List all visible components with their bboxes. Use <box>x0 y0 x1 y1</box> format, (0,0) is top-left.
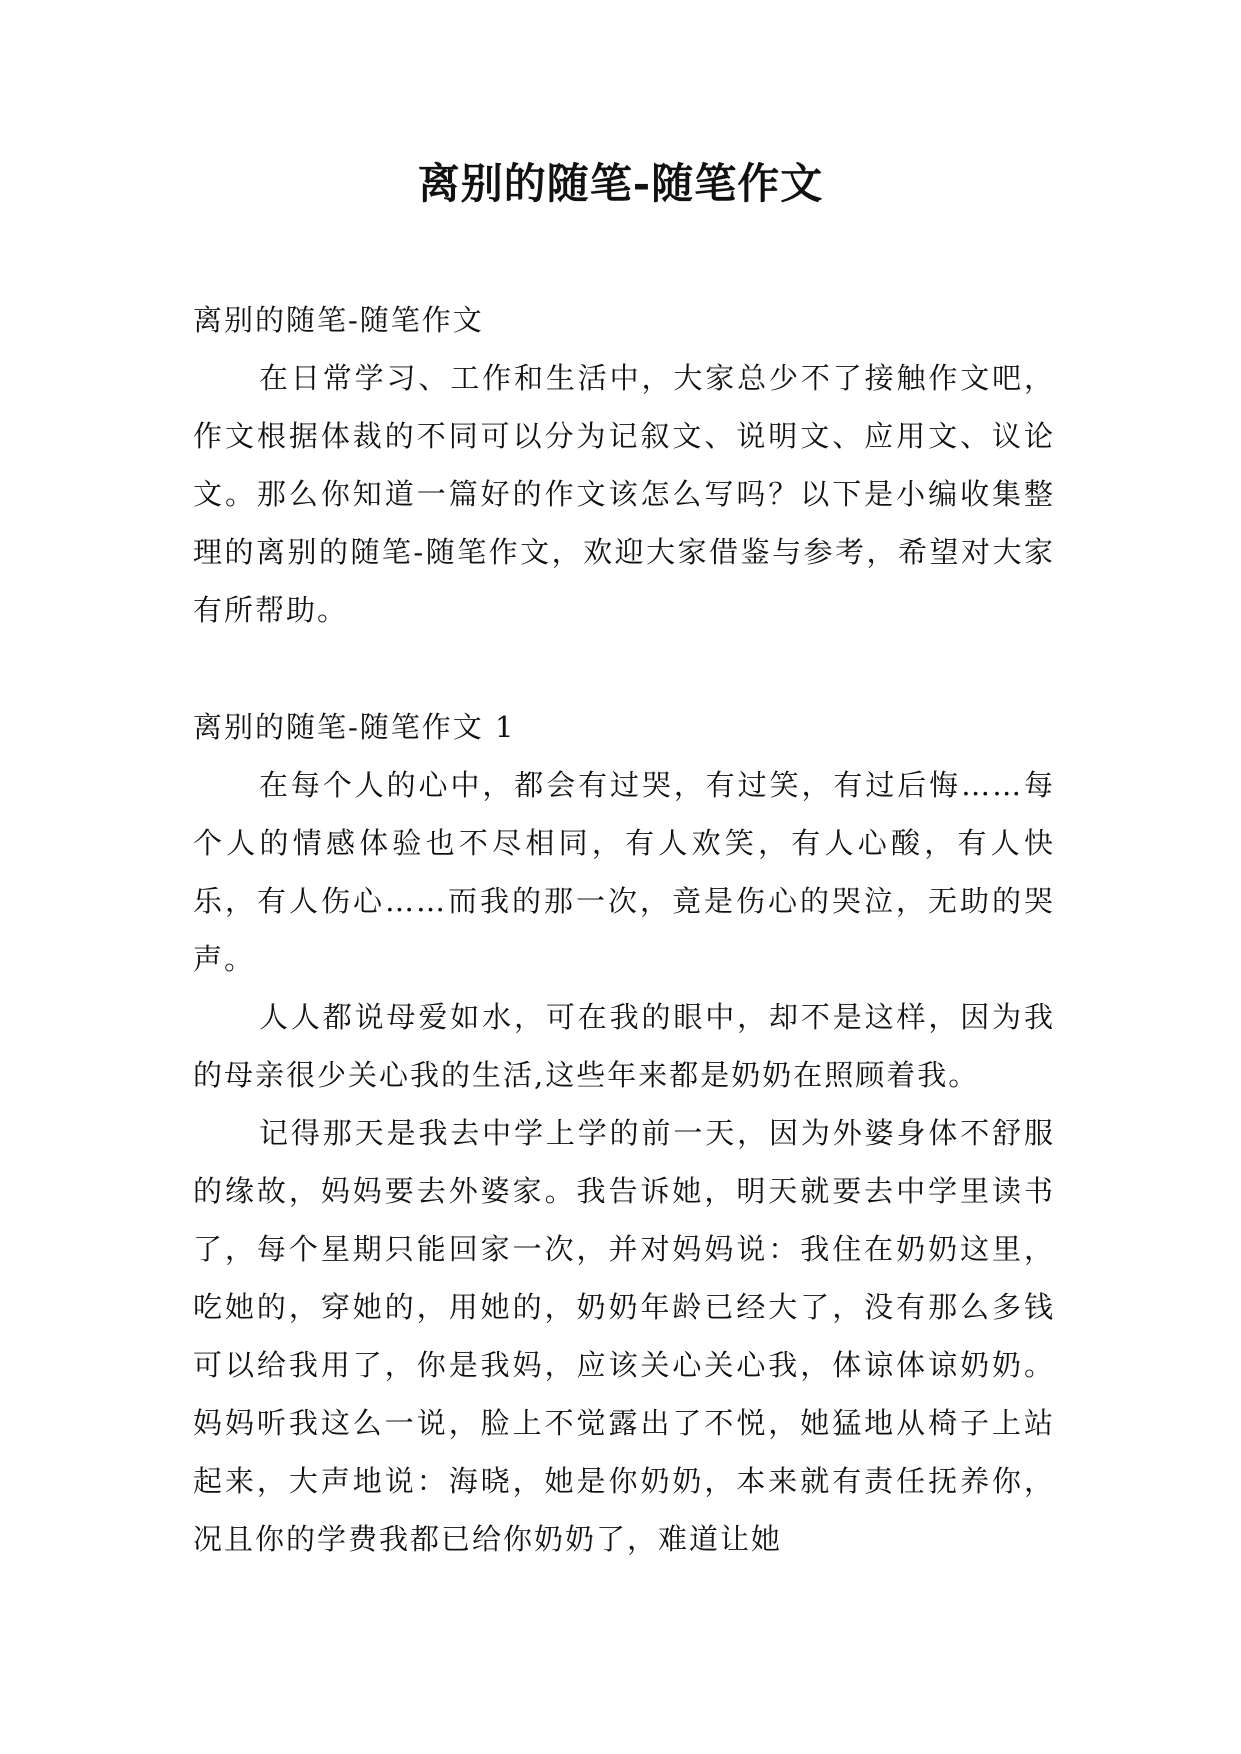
document-title: 离别的随笔-随笔作文 <box>417 159 824 208</box>
section1-paragraph-3: 记得那天是我去中学上学的前一天，因为外婆身体不舒服的缘故，妈妈要去外婆家。我告诉她，明天就要去中学里读书了，每个星期只能回家一次，并对妈妈说：我住在奶奶这里，吃她的，穿她的，用她的，奶奶年龄已经大了，没有那么多钱可以给我用了，你是我妈，应该关心关心我，体谅体谅奶奶。妈妈听我这么一说，脸上不觉露出了不悦，她猛地从椅子上站起来，大声地说：海晓，她是你奶奶，本来就有责任抚养你，况且你的学费我都已给你奶奶了，难道让她 <box>193 1116 1055 1556</box>
intro-paragraph-block <box>193 349 1055 639</box>
intro-paragraph: 在日常学习、工作和生活中，大家总少不了接触作文吧，作文根据体裁的不同可以分为记叙文、说明文、应用文、议论文。那么你知道一篇好的作文该怎么写吗？以下是小编收集整理的离别的随笔-随笔作文，欢迎大家借鉴与参考，希望对大家有所帮助。 <box>193 361 1055 627</box>
section1-body <box>193 756 1055 1568</box>
section1-heading: 离别的随笔-随笔作文 1 <box>193 710 516 744</box>
intro-heading-block <box>193 291 1055 349</box>
section1-paragraph-2: 人人都说母爱如水，可在我的眼中，却不是这样，因为我的母亲很少关心我的生活,这些年来都是奶奶在照顾着我。 <box>193 1000 1055 1092</box>
intro-heading: 离别的随笔-随笔作文 <box>193 303 484 337</box>
section1-heading-block <box>193 698 1055 756</box>
section1-paragraph-1: 在每个人的心中，都会有过哭，有过笑，有过后悔……每个人的情感体验也不尽相同，有人欢笑，有人心酸，有人快乐，有人伤心……而我的那一次，竟是伤心的哭泣，无助的哭声。 <box>193 768 1055 976</box>
